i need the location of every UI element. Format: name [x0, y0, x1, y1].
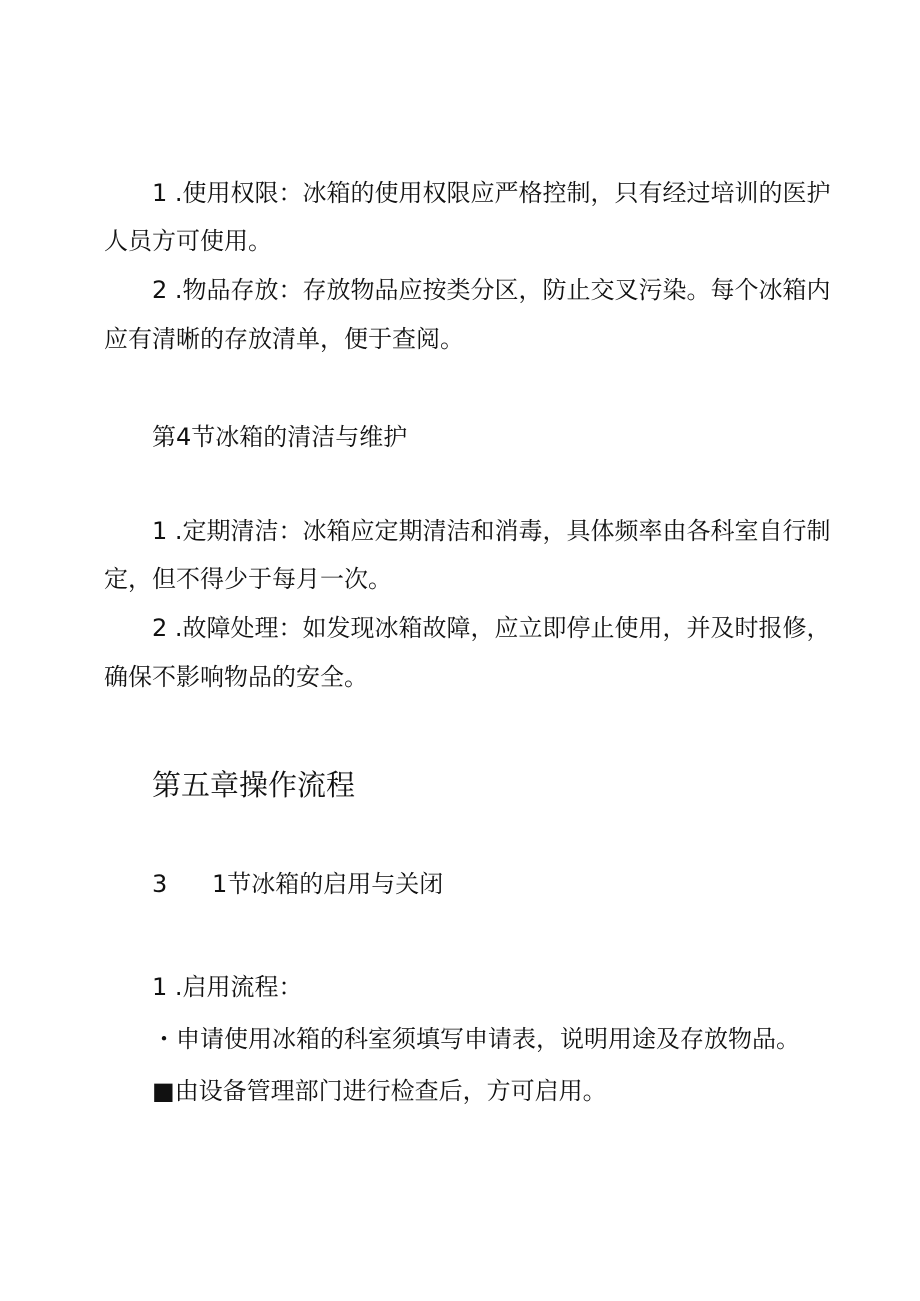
chapter-heading: 第五章操作流程	[152, 768, 356, 802]
bullet-item	[152, 1022, 864, 1056]
item-label: 物品存放	[182, 276, 279, 304]
section-heading	[152, 867, 443, 901]
item-text: 存放物品应按类分区，防止交叉污染。每个冰箱内	[302, 276, 831, 304]
item-colon: ：	[278, 973, 303, 1001]
list-item	[152, 176, 864, 210]
list-item-continuation: 应有清晰的存放清单，便于查阅。	[104, 325, 464, 353]
item-text: 冰箱应定期清洁和消毒，具体频率由各科室自行制	[302, 517, 831, 545]
bullet-item	[152, 1074, 864, 1108]
list-item-continuation: 定，但不得少于每月一次。	[104, 565, 392, 593]
item-colon: ：	[278, 614, 303, 642]
bullet-text: 申请使用冰箱的科室须填写申请表，说明用途及存放物品。	[176, 1025, 800, 1053]
bullet-text: 由设备管理部门进行检查后，方可启用。	[174, 1077, 607, 1105]
item-separator: .	[167, 276, 183, 304]
item-colon: ：	[278, 179, 303, 207]
item-label: 定期清洁	[182, 517, 279, 545]
list-item	[152, 970, 864, 1004]
item-number: 1	[152, 179, 168, 207]
bullet-dot-icon: ・	[152, 1025, 176, 1053]
item-label: 故障处理	[182, 614, 279, 642]
item-number: 1	[152, 973, 168, 1001]
item-separator: .	[167, 614, 183, 642]
item-label: 启用流程	[182, 973, 279, 1001]
item-colon: ：	[278, 517, 303, 545]
item-colon: ：	[278, 276, 303, 304]
item-number: 2	[152, 276, 168, 304]
section-number: 3	[152, 870, 168, 898]
item-separator: .	[167, 973, 183, 1001]
bullet-square-icon: ■	[152, 1077, 175, 1105]
list-item	[152, 273, 864, 307]
list-item	[152, 611, 864, 645]
item-number: 1	[152, 517, 168, 545]
list-item-continuation: 人员方可使用。	[104, 227, 272, 255]
item-separator: .	[167, 179, 183, 207]
item-label: 使用权限	[182, 179, 279, 207]
item-number: 2	[152, 614, 168, 642]
list-item	[152, 514, 864, 548]
item-separator: .	[167, 517, 183, 545]
item-text: 冰箱的使用权限应严格控制，只有经过培训的医护	[302, 179, 831, 207]
section-heading: 第4节冰箱的清洁与维护	[152, 423, 408, 451]
section-title: 1节冰箱的启用与关闭	[212, 870, 444, 898]
item-text: 如发现冰箱故障，应立即停止使用，并及时报修，	[302, 614, 831, 642]
list-item-continuation: 确保不影响物品的安全。	[104, 663, 368, 691]
